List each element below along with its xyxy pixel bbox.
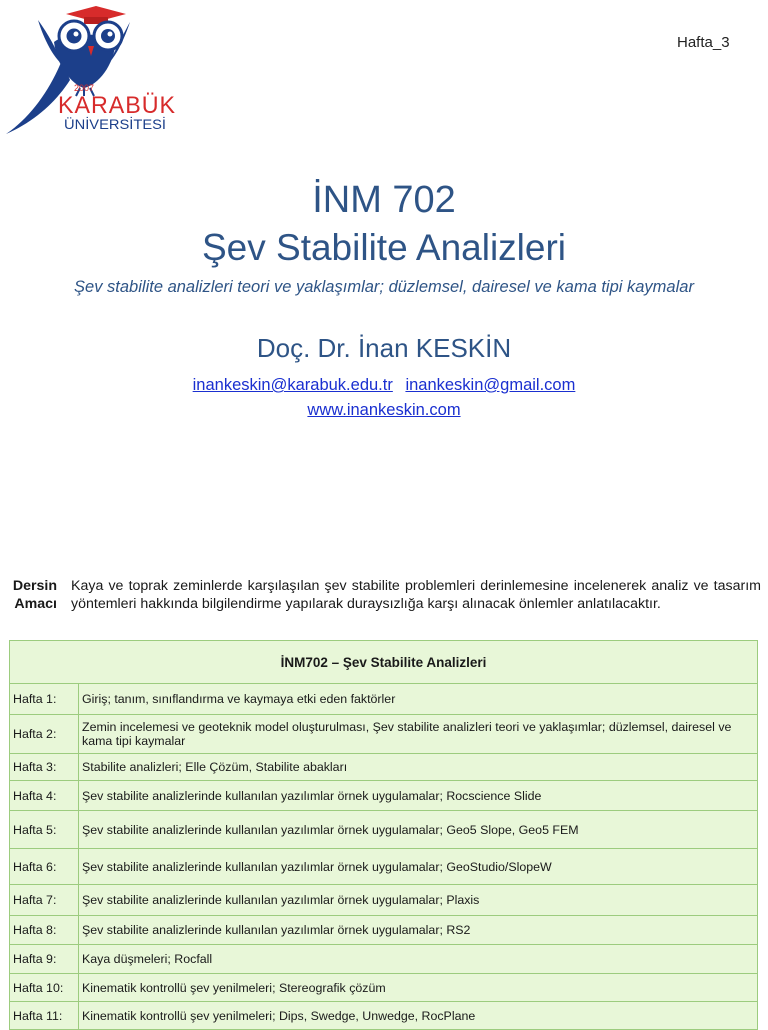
- schedule-row: [10, 811, 758, 849]
- topic-cell: Giriş; tanım, sınıflandırma ve kaymaya etki eden faktörler: [79, 684, 758, 715]
- schedule-title: İNM702 – Şev Stabilite Analizleri: [10, 641, 758, 684]
- week-cell: Hafta 11:: [10, 1002, 79, 1030]
- topic-cell: Şev stabilite analizlerinde kullanılan yazılımlar örnek uygulamalar; GeoStudio/SlopeW: [79, 849, 758, 885]
- schedule-row: [10, 715, 758, 754]
- week-cell: Hafta 7:: [10, 885, 79, 916]
- logo-subname: ÜNİVERSİTESİ: [64, 117, 166, 132]
- purpose-text: Kaya ve toprak zeminlerde karşılaşılan şev stabilite problemleri derinlemesine incelenerek analiz ve tasarım yöntemleri hakkında bilgilendirme yapılarak duraysızlığa karşı alınacak önlemler anlatılacaktır.: [71, 578, 761, 612]
- title-block: [0, 175, 768, 423]
- email-link-gmail[interactable]: inankeskin@gmail.com: [405, 376, 576, 394]
- course-subtitle: Şev stabilite analizleri teori ve yaklaşımlar; düzlemsel, dairesel ve kama tipi kaymalar: [74, 278, 694, 296]
- website-link[interactable]: www.inankeskin.com: [307, 401, 461, 419]
- schedule-row: [10, 945, 758, 974]
- purpose-label: [9, 578, 57, 613]
- course-name: Şev Stabilite Analizleri: [201, 227, 567, 268]
- instructor-name: Doç. Dr. İnan KESKİN: [256, 333, 512, 363]
- logo-year: 2007: [74, 83, 95, 93]
- week-cell: Hafta 4:: [10, 781, 79, 811]
- weekly-schedule-table: [9, 640, 758, 1030]
- week-cell: Hafta 10:: [10, 974, 79, 1002]
- schedule-row: [10, 885, 758, 916]
- logo-name: KARABÜK: [58, 92, 176, 119]
- topic-cell: Kinematik kontrollü şev yenilmeleri; Dips, Swedge, Unwedge, RocPlane: [79, 1002, 758, 1030]
- topic-cell: Kinematik kontrollü şev yenilmeleri; Stereografik çözüm: [79, 974, 758, 1002]
- schedule-row: [10, 849, 758, 885]
- week-cell: Hafta 3:: [10, 754, 79, 781]
- week-cell: Hafta 6:: [10, 849, 79, 885]
- topic-cell: Şev stabilite analizlerinde kullanılan yazılımlar örnek uygulamalar; Rocscience Slide: [79, 781, 758, 811]
- schedule-row: [10, 1002, 758, 1030]
- topic-cell: Zemin incelemesi ve geoteknik model oluşturulması, Şev stabilite analizleri teori ve yaklaşımlar; düzlemsel, dairesel ve kama tipi kaymalar: [79, 715, 758, 754]
- schedule-row: [10, 754, 758, 781]
- schedule-row: [10, 916, 758, 945]
- topic-cell: Şev stabilite analizlerinde kullanılan yazılımlar örnek uygulamalar; RS2: [79, 916, 758, 945]
- purpose-label-line2: Amacı: [14, 595, 57, 612]
- week-tag: Hafta_3: [677, 34, 730, 51]
- schedule-row: [10, 781, 758, 811]
- topic-cell: Stabilite analizleri; Elle Çözüm, Stabilite abakları: [79, 754, 758, 781]
- email-link-university[interactable]: inankeskin@karabuk.edu.tr: [192, 376, 393, 394]
- week-cell: Hafta 5:: [10, 811, 79, 849]
- topic-cell: Kaya düşmeleri; Rocfall: [79, 945, 758, 974]
- schedule-row: [10, 974, 758, 1002]
- purpose-label-line1: Dersin: [12, 578, 57, 594]
- topic-cell: Şev stabilite analizlerinde kullanılan yazılımlar örnek uygulamalar; Plaxis: [79, 885, 758, 916]
- week-cell: Hafta 2:: [10, 715, 79, 754]
- karabuk-university-logo: [4, 0, 180, 136]
- topic-cell: Şev stabilite analizlerinde kullanılan yazılımlar örnek uygulamalar; Geo5 Slope, Geo5 FEM: [79, 811, 758, 849]
- contact-emails: [0, 373, 768, 397]
- week-cell: Hafta 1:: [10, 684, 79, 715]
- week-cell: Hafta 9:: [10, 945, 79, 974]
- schedule-row: [10, 684, 758, 715]
- course-purpose: [9, 578, 761, 613]
- week-cell: Hafta 8:: [10, 916, 79, 945]
- course-code: İNM 702: [312, 179, 456, 221]
- website: [0, 397, 768, 423]
